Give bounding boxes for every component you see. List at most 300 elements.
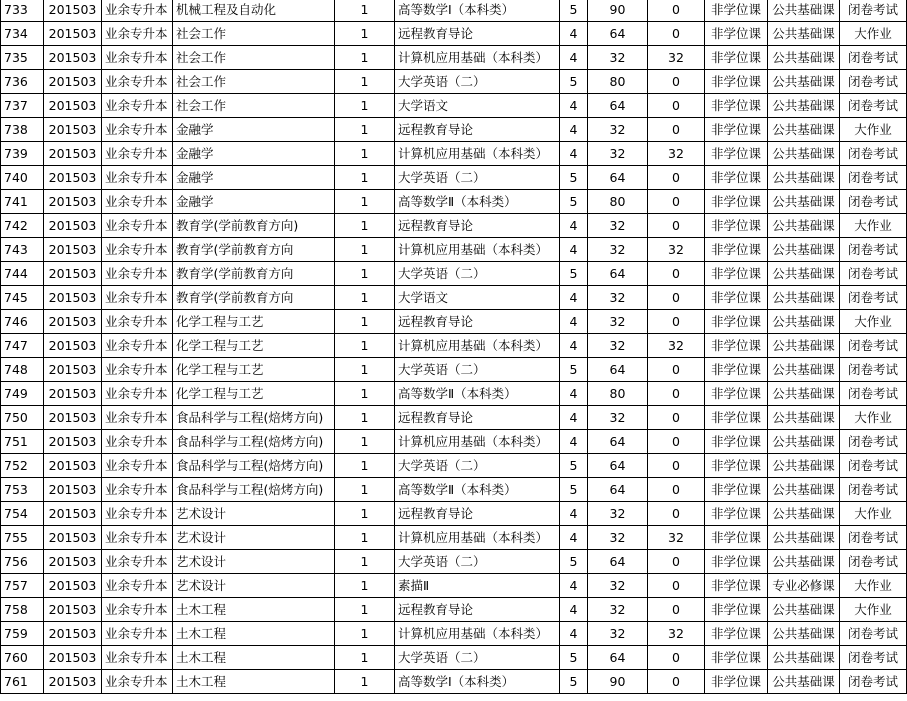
cell-degree-type: 非学位课 <box>705 430 768 454</box>
cell-row-number: 735 <box>1 46 44 70</box>
cell-major: 社会工作 <box>173 94 335 118</box>
cell-level: 业余专升本 <box>102 22 173 46</box>
cell-exam-type: 大作业 <box>840 22 907 46</box>
cell-batch: 201503 <box>44 502 102 526</box>
cell-row-number: 758 <box>1 598 44 622</box>
cell-term: 1 <box>335 574 395 598</box>
cell-batch: 201503 <box>44 310 102 334</box>
cell-degree-type: 非学位课 <box>705 286 768 310</box>
cell-level: 业余专升本 <box>102 406 173 430</box>
cell-major: 金融学 <box>173 190 335 214</box>
cell-degree-type: 非学位课 <box>705 46 768 70</box>
cell-degree-type: 非学位课 <box>705 670 768 694</box>
cell-degree-type: 非学位课 <box>705 622 768 646</box>
cell-major: 教育学(学前教育方向 <box>173 238 335 262</box>
cell-major: 金融学 <box>173 118 335 142</box>
cell-level: 业余专升本 <box>102 166 173 190</box>
table-row <box>1 478 907 502</box>
cell-batch: 201503 <box>44 22 102 46</box>
cell-term: 1 <box>335 358 395 382</box>
cell-credits: 5 <box>560 550 588 574</box>
cell-course-name: 大学英语（二） <box>395 70 560 94</box>
cell-level: 业余专升本 <box>102 118 173 142</box>
cell-major: 土木工程 <box>173 646 335 670</box>
cell-term: 1 <box>335 670 395 694</box>
cell-batch: 201503 <box>44 622 102 646</box>
cell-practice-hours: 0 <box>648 358 705 382</box>
table-row <box>1 646 907 670</box>
cell-row-number: 739 <box>1 142 44 166</box>
cell-course-category: 公共基础课 <box>768 46 840 70</box>
cell-major: 土木工程 <box>173 622 335 646</box>
cell-course-name: 大学英语（二） <box>395 262 560 286</box>
cell-batch: 201503 <box>44 550 102 574</box>
cell-major: 食品科学与工程(焙烤方向) <box>173 406 335 430</box>
table-row <box>1 214 907 238</box>
cell-course-name: 素描Ⅱ <box>395 574 560 598</box>
table-row <box>1 430 907 454</box>
cell-degree-type: 非学位课 <box>705 190 768 214</box>
cell-hours: 90 <box>588 0 648 22</box>
cell-practice-hours: 0 <box>648 70 705 94</box>
cell-hours: 64 <box>588 478 648 502</box>
cell-course-category: 公共基础课 <box>768 454 840 478</box>
cell-degree-type: 非学位课 <box>705 118 768 142</box>
cell-batch: 201503 <box>44 454 102 478</box>
cell-practice-hours: 0 <box>648 166 705 190</box>
cell-batch: 201503 <box>44 430 102 454</box>
cell-course-name: 计算机应用基础（本科类） <box>395 334 560 358</box>
cell-exam-type: 闭卷考试 <box>840 262 907 286</box>
cell-course-name: 大学英语（二） <box>395 454 560 478</box>
cell-row-number: 759 <box>1 622 44 646</box>
cell-exam-type: 闭卷考试 <box>840 430 907 454</box>
cell-term: 1 <box>335 262 395 286</box>
cell-row-number: 736 <box>1 70 44 94</box>
cell-exam-type: 闭卷考试 <box>840 526 907 550</box>
cell-level: 业余专升本 <box>102 502 173 526</box>
cell-term: 1 <box>335 22 395 46</box>
cell-batch: 201503 <box>44 118 102 142</box>
table-row <box>1 574 907 598</box>
cell-hours: 32 <box>588 574 648 598</box>
cell-hours: 64 <box>588 262 648 286</box>
cell-course-category: 公共基础课 <box>768 166 840 190</box>
table-body <box>1 0 907 694</box>
table-row <box>1 406 907 430</box>
cell-course-name: 大学英语（二） <box>395 358 560 382</box>
cell-level: 业余专升本 <box>102 478 173 502</box>
cell-practice-hours: 0 <box>648 430 705 454</box>
table-row <box>1 310 907 334</box>
cell-level: 业余专升本 <box>102 142 173 166</box>
cell-credits: 5 <box>560 478 588 502</box>
cell-practice-hours: 32 <box>648 334 705 358</box>
cell-degree-type: 非学位课 <box>705 502 768 526</box>
cell-degree-type: 非学位课 <box>705 526 768 550</box>
cell-hours: 32 <box>588 142 648 166</box>
cell-practice-hours: 0 <box>648 454 705 478</box>
cell-course-category: 公共基础课 <box>768 286 840 310</box>
cell-hours: 32 <box>588 214 648 238</box>
cell-degree-type: 非学位课 <box>705 358 768 382</box>
cell-exam-type: 闭卷考试 <box>840 190 907 214</box>
cell-hours: 80 <box>588 382 648 406</box>
cell-exam-type: 闭卷考试 <box>840 454 907 478</box>
cell-degree-type: 非学位课 <box>705 310 768 334</box>
cell-hours: 80 <box>588 190 648 214</box>
cell-practice-hours: 0 <box>648 478 705 502</box>
cell-course-name: 高等数学Ⅱ（本科类） <box>395 478 560 502</box>
cell-term: 1 <box>335 526 395 550</box>
table-row <box>1 286 907 310</box>
cell-exam-type: 闭卷考试 <box>840 334 907 358</box>
cell-row-number: 741 <box>1 190 44 214</box>
cell-row-number: 760 <box>1 646 44 670</box>
cell-row-number: 733 <box>1 0 44 22</box>
cell-row-number: 754 <box>1 502 44 526</box>
cell-credits: 4 <box>560 622 588 646</box>
cell-hours: 64 <box>588 94 648 118</box>
cell-batch: 201503 <box>44 166 102 190</box>
table-row <box>1 46 907 70</box>
cell-degree-type: 非学位课 <box>705 166 768 190</box>
cell-exam-type: 闭卷考试 <box>840 382 907 406</box>
cell-level: 业余专升本 <box>102 190 173 214</box>
cell-hours: 32 <box>588 46 648 70</box>
cell-practice-hours: 32 <box>648 238 705 262</box>
cell-row-number: 742 <box>1 214 44 238</box>
cell-course-category: 公共基础课 <box>768 118 840 142</box>
cell-term: 1 <box>335 454 395 478</box>
cell-major: 艺术设计 <box>173 526 335 550</box>
cell-degree-type: 非学位课 <box>705 550 768 574</box>
cell-term: 1 <box>335 286 395 310</box>
cell-course-name: 远程教育导论 <box>395 310 560 334</box>
cell-hours: 64 <box>588 550 648 574</box>
cell-course-category: 公共基础课 <box>768 22 840 46</box>
table-row <box>1 526 907 550</box>
cell-exam-type: 闭卷考试 <box>840 0 907 22</box>
cell-batch: 201503 <box>44 190 102 214</box>
cell-level: 业余专升本 <box>102 334 173 358</box>
cell-course-category: 公共基础课 <box>768 550 840 574</box>
cell-batch: 201503 <box>44 214 102 238</box>
cell-major: 土木工程 <box>173 670 335 694</box>
cell-credits: 4 <box>560 382 588 406</box>
table-row <box>1 454 907 478</box>
cell-course-name: 高等数学Ⅰ（本科类） <box>395 0 560 22</box>
table-row <box>1 262 907 286</box>
table-row <box>1 358 907 382</box>
cell-term: 1 <box>335 166 395 190</box>
cell-exam-type: 大作业 <box>840 502 907 526</box>
cell-batch: 201503 <box>44 142 102 166</box>
cell-credits: 4 <box>560 574 588 598</box>
cell-credits: 4 <box>560 526 588 550</box>
cell-term: 1 <box>335 118 395 142</box>
cell-row-number: 748 <box>1 358 44 382</box>
cell-row-number: 737 <box>1 94 44 118</box>
cell-degree-type: 非学位课 <box>705 238 768 262</box>
cell-row-number: 740 <box>1 166 44 190</box>
cell-row-number: 752 <box>1 454 44 478</box>
cell-course-category: 公共基础课 <box>768 382 840 406</box>
table-row <box>1 670 907 694</box>
cell-course-name: 计算机应用基础（本科类） <box>395 142 560 166</box>
cell-major: 艺术设计 <box>173 574 335 598</box>
cell-exam-type: 大作业 <box>840 214 907 238</box>
cell-exam-type: 闭卷考试 <box>840 46 907 70</box>
cell-practice-hours: 0 <box>648 214 705 238</box>
cell-exam-type: 闭卷考试 <box>840 478 907 502</box>
cell-exam-type: 闭卷考试 <box>840 238 907 262</box>
cell-course-category: 公共基础课 <box>768 190 840 214</box>
cell-level: 业余专升本 <box>102 670 173 694</box>
cell-row-number: 747 <box>1 334 44 358</box>
table-row <box>1 118 907 142</box>
cell-level: 业余专升本 <box>102 310 173 334</box>
cell-term: 1 <box>335 0 395 22</box>
cell-course-category: 公共基础课 <box>768 406 840 430</box>
cell-degree-type: 非学位课 <box>705 22 768 46</box>
cell-course-category: 公共基础课 <box>768 70 840 94</box>
cell-credits: 5 <box>560 70 588 94</box>
cell-term: 1 <box>335 550 395 574</box>
cell-exam-type: 大作业 <box>840 406 907 430</box>
cell-row-number: 751 <box>1 430 44 454</box>
cell-course-category: 公共基础课 <box>768 430 840 454</box>
cell-level: 业余专升本 <box>102 646 173 670</box>
cell-term: 1 <box>335 214 395 238</box>
cell-hours: 64 <box>588 358 648 382</box>
cell-credits: 4 <box>560 46 588 70</box>
cell-level: 业余专升本 <box>102 358 173 382</box>
cell-course-category: 公共基础课 <box>768 478 840 502</box>
cell-course-category: 公共基础课 <box>768 214 840 238</box>
cell-term: 1 <box>335 94 395 118</box>
cell-credits: 5 <box>560 262 588 286</box>
cell-practice-hours: 0 <box>648 574 705 598</box>
cell-course-name: 计算机应用基础（本科类） <box>395 430 560 454</box>
cell-row-number: 743 <box>1 238 44 262</box>
cell-practice-hours: 0 <box>648 502 705 526</box>
cell-degree-type: 非学位课 <box>705 382 768 406</box>
cell-term: 1 <box>335 310 395 334</box>
cell-row-number: 749 <box>1 382 44 406</box>
cell-level: 业余专升本 <box>102 598 173 622</box>
cell-course-name: 远程教育导论 <box>395 598 560 622</box>
cell-course-name: 计算机应用基础（本科类） <box>395 46 560 70</box>
cell-course-category: 公共基础课 <box>768 142 840 166</box>
cell-term: 1 <box>335 46 395 70</box>
cell-level: 业余专升本 <box>102 238 173 262</box>
cell-term: 1 <box>335 646 395 670</box>
cell-term: 1 <box>335 190 395 214</box>
cell-exam-type: 大作业 <box>840 598 907 622</box>
cell-practice-hours: 0 <box>648 406 705 430</box>
cell-term: 1 <box>335 430 395 454</box>
cell-hours: 64 <box>588 454 648 478</box>
cell-major: 化学工程与工艺 <box>173 358 335 382</box>
cell-row-number: 761 <box>1 670 44 694</box>
cell-degree-type: 非学位课 <box>705 334 768 358</box>
cell-major: 教育学(学前教育方向 <box>173 286 335 310</box>
cell-course-category: 公共基础课 <box>768 94 840 118</box>
cell-major: 食品科学与工程(焙烤方向) <box>173 430 335 454</box>
cell-exam-type: 大作业 <box>840 118 907 142</box>
cell-term: 1 <box>335 334 395 358</box>
cell-course-category: 公共基础课 <box>768 334 840 358</box>
cell-exam-type: 闭卷考试 <box>840 142 907 166</box>
cell-credits: 4 <box>560 310 588 334</box>
cell-hours: 64 <box>588 166 648 190</box>
cell-batch: 201503 <box>44 70 102 94</box>
table-row <box>1 70 907 94</box>
cell-batch: 201503 <box>44 0 102 22</box>
cell-degree-type: 非学位课 <box>705 70 768 94</box>
cell-practice-hours: 0 <box>648 310 705 334</box>
cell-exam-type: 闭卷考试 <box>840 358 907 382</box>
table-row <box>1 598 907 622</box>
cell-batch: 201503 <box>44 526 102 550</box>
cell-exam-type: 闭卷考试 <box>840 286 907 310</box>
cell-exam-type: 闭卷考试 <box>840 670 907 694</box>
cell-course-name: 大学英语（二） <box>395 550 560 574</box>
cell-degree-type: 非学位课 <box>705 0 768 22</box>
table-row <box>1 334 907 358</box>
cell-course-name: 高等数学Ⅱ（本科类） <box>395 382 560 406</box>
cell-degree-type: 非学位课 <box>705 142 768 166</box>
cell-credits: 4 <box>560 334 588 358</box>
cell-level: 业余专升本 <box>102 262 173 286</box>
cell-course-category: 公共基础课 <box>768 526 840 550</box>
cell-credits: 5 <box>560 166 588 190</box>
cell-level: 业余专升本 <box>102 94 173 118</box>
cell-exam-type: 闭卷考试 <box>840 94 907 118</box>
cell-major: 化学工程与工艺 <box>173 310 335 334</box>
cell-credits: 5 <box>560 190 588 214</box>
cell-major: 化学工程与工艺 <box>173 334 335 358</box>
cell-course-name: 远程教育导论 <box>395 214 560 238</box>
cell-level: 业余专升本 <box>102 46 173 70</box>
cell-exam-type: 闭卷考试 <box>840 166 907 190</box>
cell-practice-hours: 0 <box>648 670 705 694</box>
cell-term: 1 <box>335 502 395 526</box>
cell-practice-hours: 0 <box>648 382 705 406</box>
cell-practice-hours: 32 <box>648 46 705 70</box>
cell-batch: 201503 <box>44 286 102 310</box>
cell-term: 1 <box>335 142 395 166</box>
cell-major: 化学工程与工艺 <box>173 382 335 406</box>
cell-row-number: 744 <box>1 262 44 286</box>
cell-credits: 4 <box>560 238 588 262</box>
cell-course-category: 专业必修课 <box>768 574 840 598</box>
cell-batch: 201503 <box>44 478 102 502</box>
cell-hours: 32 <box>588 526 648 550</box>
cell-course-category: 公共基础课 <box>768 502 840 526</box>
cell-hours: 90 <box>588 670 648 694</box>
cell-course-category: 公共基础课 <box>768 646 840 670</box>
cell-course-category: 公共基础课 <box>768 310 840 334</box>
cell-credits: 4 <box>560 430 588 454</box>
cell-term: 1 <box>335 406 395 430</box>
cell-batch: 201503 <box>44 598 102 622</box>
cell-row-number: 750 <box>1 406 44 430</box>
cell-major: 社会工作 <box>173 22 335 46</box>
cell-course-category: 公共基础课 <box>768 670 840 694</box>
cell-hours: 64 <box>588 430 648 454</box>
cell-batch: 201503 <box>44 574 102 598</box>
cell-row-number: 753 <box>1 478 44 502</box>
cell-exam-type: 闭卷考试 <box>840 646 907 670</box>
cell-credits: 5 <box>560 0 588 22</box>
cell-hours: 32 <box>588 502 648 526</box>
cell-course-name: 大学英语（二） <box>395 166 560 190</box>
cell-practice-hours: 32 <box>648 622 705 646</box>
cell-degree-type: 非学位课 <box>705 454 768 478</box>
cell-degree-type: 非学位课 <box>705 574 768 598</box>
cell-practice-hours: 0 <box>648 646 705 670</box>
cell-credits: 4 <box>560 94 588 118</box>
cell-degree-type: 非学位课 <box>705 598 768 622</box>
cell-degree-type: 非学位课 <box>705 646 768 670</box>
cell-major: 社会工作 <box>173 46 335 70</box>
cell-batch: 201503 <box>44 334 102 358</box>
cell-term: 1 <box>335 70 395 94</box>
cell-level: 业余专升本 <box>102 70 173 94</box>
cell-credits: 4 <box>560 214 588 238</box>
cell-degree-type: 非学位课 <box>705 262 768 286</box>
table-row <box>1 0 907 22</box>
cell-credits: 5 <box>560 358 588 382</box>
cell-hours: 32 <box>588 310 648 334</box>
cell-course-name: 大学语文 <box>395 286 560 310</box>
cell-credits: 4 <box>560 22 588 46</box>
cell-term: 1 <box>335 238 395 262</box>
cell-credits: 4 <box>560 118 588 142</box>
cell-major: 社会工作 <box>173 70 335 94</box>
cell-major: 艺术设计 <box>173 550 335 574</box>
cell-major: 食品科学与工程(焙烤方向) <box>173 454 335 478</box>
table-row <box>1 502 907 526</box>
cell-row-number: 755 <box>1 526 44 550</box>
cell-batch: 201503 <box>44 382 102 406</box>
cell-course-name: 远程教育导论 <box>395 22 560 46</box>
cell-batch: 201503 <box>44 670 102 694</box>
cell-level: 业余专升本 <box>102 214 173 238</box>
cell-practice-hours: 0 <box>648 598 705 622</box>
cell-term: 1 <box>335 382 395 406</box>
cell-major: 教育学(学前教育方向 <box>173 262 335 286</box>
cell-course-name: 计算机应用基础（本科类） <box>395 526 560 550</box>
table-row <box>1 190 907 214</box>
cell-major: 教育学(学前教育方向) <box>173 214 335 238</box>
cell-practice-hours: 0 <box>648 286 705 310</box>
cell-course-name: 大学语文 <box>395 94 560 118</box>
cell-batch: 201503 <box>44 406 102 430</box>
cell-hours: 64 <box>588 22 648 46</box>
cell-hours: 80 <box>588 70 648 94</box>
cell-row-number: 745 <box>1 286 44 310</box>
cell-credits: 5 <box>560 646 588 670</box>
cell-hours: 32 <box>588 238 648 262</box>
cell-major: 艺术设计 <box>173 502 335 526</box>
cell-exam-type: 闭卷考试 <box>840 550 907 574</box>
table-row <box>1 94 907 118</box>
cell-exam-type: 闭卷考试 <box>840 622 907 646</box>
table-row <box>1 238 907 262</box>
